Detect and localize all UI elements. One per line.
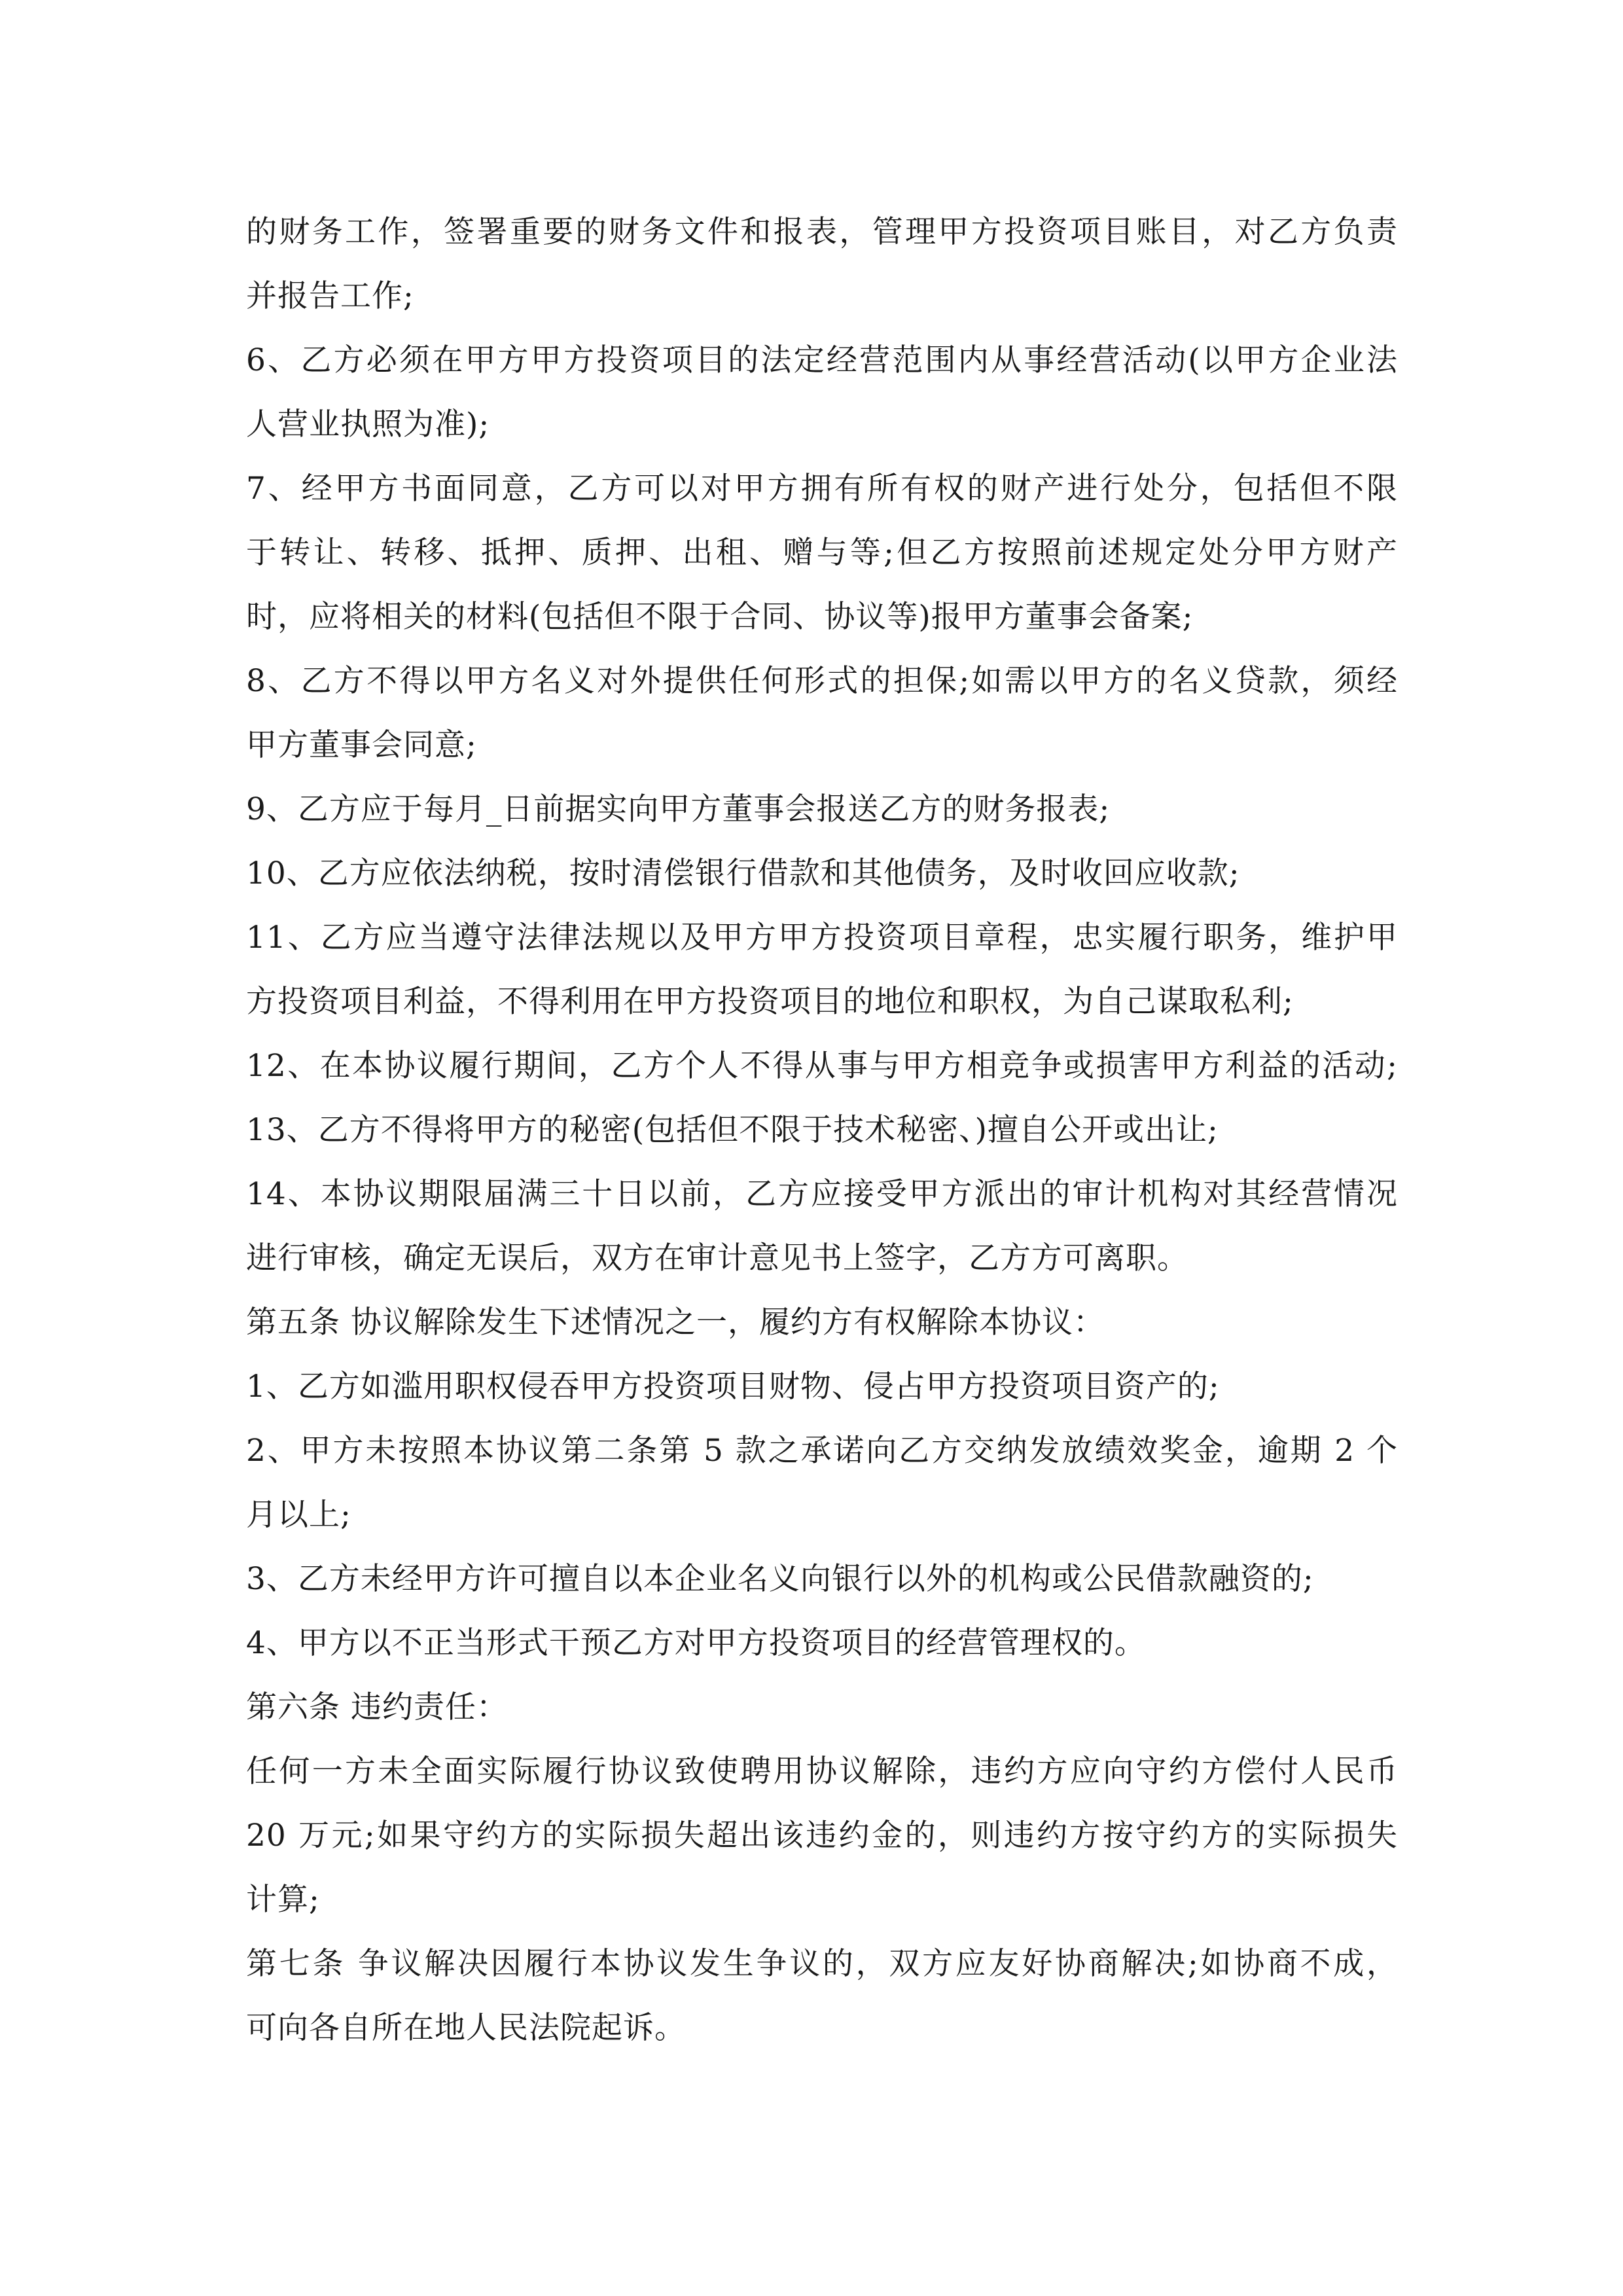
- text-line: 1、乙方如滥用职权侵吞甲方投资项目财物、侵占甲方投资项目资产的;: [246, 1369, 1220, 1405]
- text-line: 的财务工作，签署重要的财务文件和报表，管理甲方投资项目账目，对乙方负责: [246, 214, 1398, 250]
- text-line: 3、乙方未经甲方许可擅自以本企业名义向银行以外的机构或公民借款融资的;: [246, 1561, 1314, 1597]
- section-heading: 第七条 争议解决因履行本协议发生争议的，双方应友好协商解决;如协商不成，: [246, 1946, 1398, 1982]
- text-line: 月以上;: [246, 1497, 351, 1533]
- text-line: 任何一方未全面实际履行协议致使聘用协议解除，违约方应向守约方偿付人民币: [246, 1753, 1398, 1789]
- text-line: 可向各自所在地人民法院起诉。: [246, 2010, 686, 2046]
- text-line: 时，应将相关的材料(包括但不限于合同、协议等)报甲方董事会备案;: [246, 599, 1194, 635]
- text-line: 进行审核，确定无误后，双方在审计意见书上签字，乙方方可离职。: [246, 1240, 1188, 1276]
- text-line: 12、在本协议履行期间，乙方个人不得从事与甲方相竞争或损害甲方利益的活动;: [246, 1048, 1398, 1084]
- text-line: 11、乙方应当遵守法律法规以及甲方甲方投资项目章程，忠实履行职务，维护甲: [246, 920, 1398, 956]
- text-line: 4、甲方以不正当形式干预乙方对甲方投资项目的经营管理权的。: [246, 1625, 1146, 1661]
- text-line: 甲方董事会同意;: [246, 727, 477, 763]
- text-line: 14、本协议期限届满三十日以前，乙方应接受甲方派出的审计机构对其经营情况: [246, 1176, 1398, 1212]
- text-line: 并报告工作;: [246, 278, 414, 314]
- text-line: 7、经甲方书面同意，乙方可以对甲方拥有所有权的财产进行处分，包括但不限: [246, 471, 1398, 507]
- text-line: 2、甲方未按照本协议第二条第 5 款之承诺向乙方交纳发放绩效奖金，逾期 2 个: [246, 1433, 1398, 1469]
- text-line: 9、乙方应于每月_日前据实向甲方董事会报送乙方的财务报表;: [246, 791, 1111, 827]
- text-line: 20 万元;如果守约方的实际损失超出该违约金的，则违约方按守约方的实际损失: [246, 1818, 1398, 1854]
- text-line: 10、乙方应依法纳税，按时清偿银行借款和其他债务，及时收回应收款;: [246, 855, 1240, 891]
- text-line: 人营业执照为准);: [246, 406, 490, 442]
- section-heading: 第五条 协议解除发生下述情况之一，履约方有权解除本协议：: [246, 1304, 1105, 1340]
- text-line: 13、乙方不得将甲方的秘密(包括但不限于技术秘密、)擅自公开或出让;: [246, 1112, 1219, 1148]
- text-line: 6、乙方必须在甲方甲方投资项目的法定经营范围内从事经营活动(以甲方企业法: [246, 342, 1398, 378]
- document-body: [246, 200, 1398, 2060]
- text-line: 于转让、转移、抵押、质押、出租、赠与等;但乙方按照前述规定处分甲方财产: [246, 535, 1398, 571]
- text-line: 8、乙方不得以甲方名义对外提供任何形式的担保;如需以甲方的名义贷款，须经: [246, 663, 1398, 699]
- text-line: 方投资项目利益，不得利用在甲方投资项目的地位和职权，为自己谋取私利;: [246, 984, 1294, 1020]
- section-heading: 第六条 违约责任：: [246, 1689, 508, 1725]
- text-line: 计算;: [246, 1882, 320, 1918]
